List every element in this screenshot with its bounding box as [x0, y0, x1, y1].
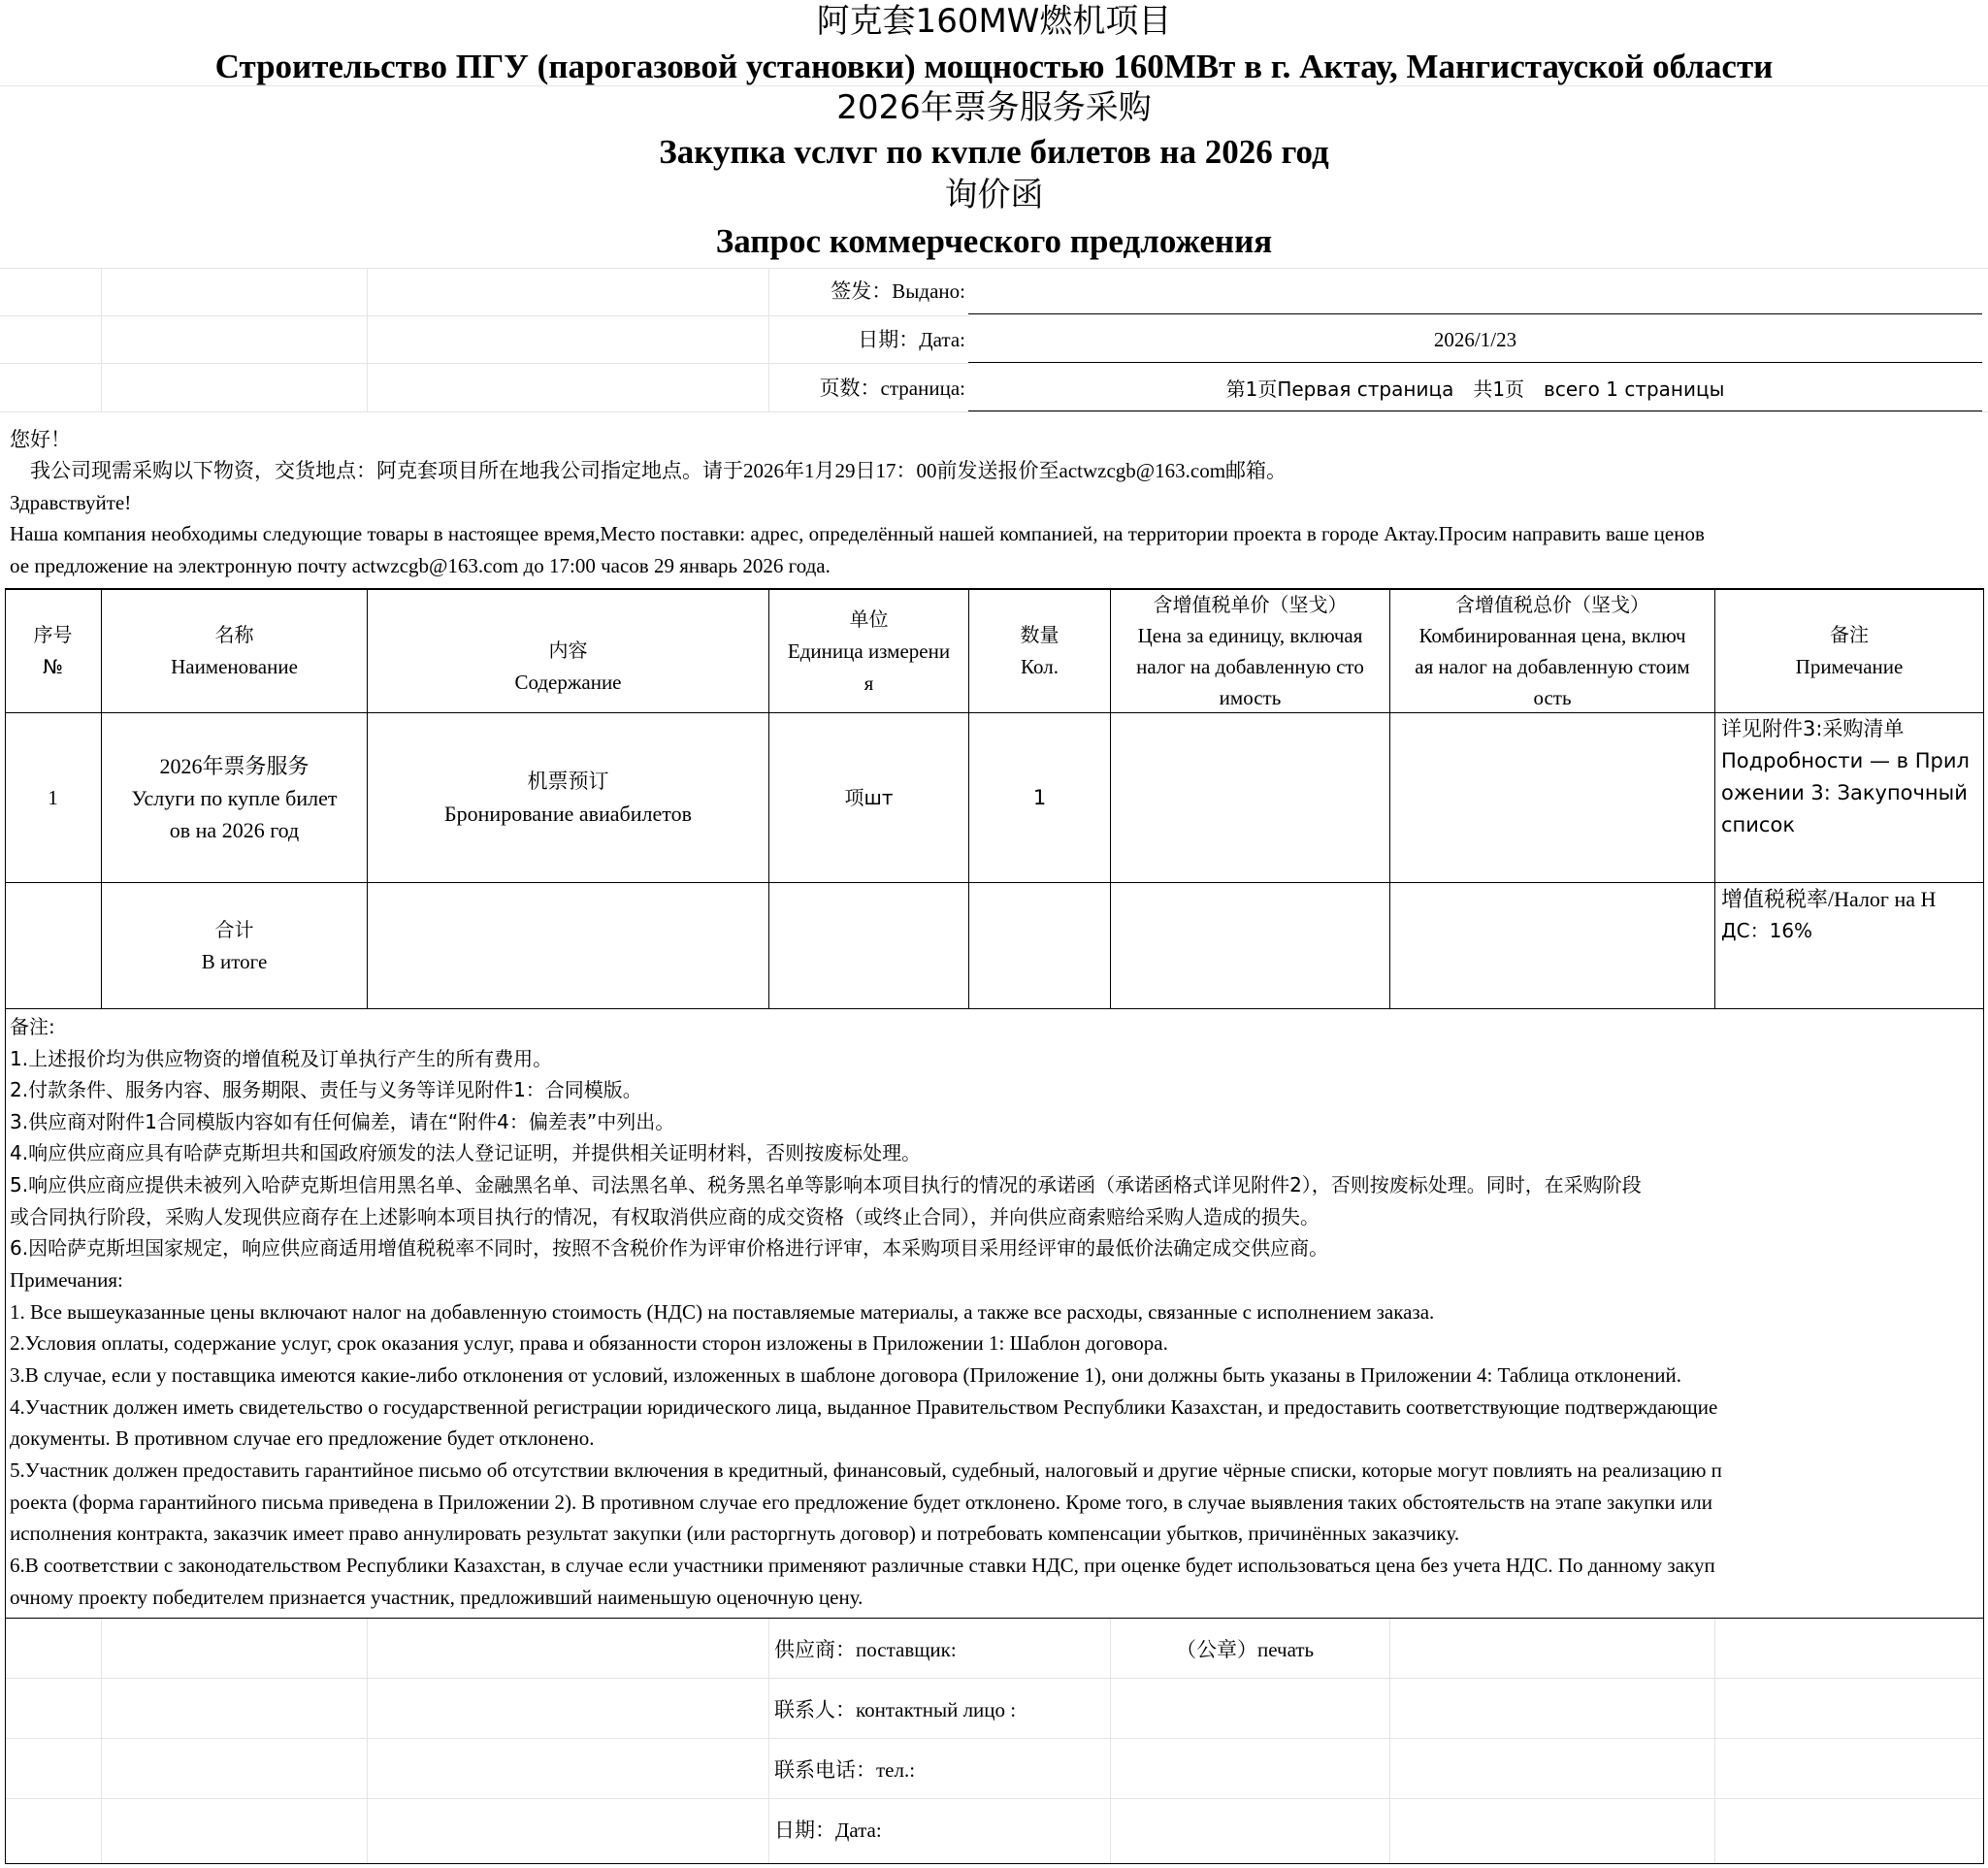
note-ru-3: 3.В случае, если у поставщика имеются какие-либо отклонения от условий, изложенных в шаблоне договора (Приложение 1), они должны быть указаны в Приложении 4: Таблица отклонений. [10, 1363, 1681, 1387]
contact-label: 联系人：контактный лицо : [774, 1698, 1017, 1721]
total-remark-line1: 增值税税率/Налог на Н [1721, 887, 1937, 911]
grid-line [1714, 1619, 1715, 1863]
header-name-cn: 名称 [214, 623, 254, 646]
grid-line [0, 363, 970, 364]
title-procurement-cn: 2026年票务服务采购 [836, 88, 1152, 127]
row1-name [102, 713, 367, 882]
header-remark-cn: 备注 [1830, 623, 1869, 646]
note-ru-5a: 5.Участник должен предоставить гарантийное письмо об отсутствии включения в кредитный, финансовый, судебный, налоговый и другие чёрные списки, которые могут повлиять на реализацию п [10, 1458, 1722, 1482]
note-cn-3: 3.供应商对附件1合同模版内容如有任何偏差，请在“附件4：偏差表”中列出。 [10, 1110, 675, 1133]
note-cn-1: 1.上述报价均为供应物资的增值税及订单执行产生的所有费用。 [10, 1047, 553, 1070]
row1-remark [1715, 713, 1983, 882]
note-cn-4: 4.响应供应商应具有哈萨克斯坦共和国政府颁发的法人登记证明，并提供相关证明材料，否则按废标处理。 [10, 1141, 922, 1164]
issued-underline [968, 313, 1982, 314]
note-cn-2: 2.付款条件、服务内容、服务期限、责任与义务等详见附件1：合同模版。 [10, 1078, 642, 1101]
header-content-cn: 内容 [548, 639, 588, 662]
header-name [102, 590, 367, 712]
title-inquiry-cn: 询价函 [944, 176, 1044, 214]
header-no [5, 590, 101, 712]
header-content-ru: Содержание [514, 671, 622, 694]
row1-remark-cn: 详见附件3:采购清单 [1721, 717, 1905, 740]
table-border [5, 1618, 1984, 1619]
row1-content [368, 713, 768, 882]
header-unit-price-ru-2: налог на добавленную сто [1136, 655, 1364, 678]
header-content [368, 621, 768, 712]
greeting-ru: Здравствуйте! [10, 491, 132, 514]
row1-qty: 1 [1032, 785, 1047, 809]
title-procurement-ru: Закупка vслvг по кvпле билетов на 2026 год [659, 133, 1329, 171]
header-unit-cn: 单位 [849, 606, 889, 631]
total-remark [1715, 883, 1983, 1008]
note-ru-1: 1. Все вышеуказанные цены включают налог на добавленную стоимость (НДС) на поставляемые материалы, а также все расходы, связанные с исполнением заказа. [10, 1300, 1435, 1324]
note-ru-4b: документы. В противном случае его предложение будет отклонено. [10, 1426, 595, 1450]
header-total-price [1390, 590, 1714, 712]
grid-line [0, 268, 1988, 269]
note-cn-5b: 或合同执行阶段，采购人发现供应商存在上述影响本项目执行的情况，有权取消供应商的成交资格（或终止合同），并向供应商索赔给采购人造成的损失。 [10, 1205, 1320, 1229]
row1-name-ru-2: ов на 2026 год [169, 817, 300, 842]
row1-no: 1 [48, 785, 58, 809]
row1-unit: 项шт [844, 785, 894, 809]
header-unit-ru-1: Единица измерени [787, 639, 951, 663]
header-unit-price-cn: 含增值税单价（坚戈） [1153, 593, 1348, 616]
page-underline [968, 410, 1982, 411]
note-cn-5a: 5.响应供应商应提供未被列入哈萨克斯坦信用黑名单、金融黑名单、司法黑名单、税务黑名单等影响本项目执行的情况的承诺函（承诺函格式详见附件2），否则按废标处理。同时，在采购阶段 [10, 1173, 1642, 1196]
grid-line [0, 411, 1988, 412]
header-unit-price-ru-3: имость [1219, 686, 1282, 709]
header-total-price-cn: 含增值税总价（坚戈） [1455, 593, 1649, 616]
header-name-ru: Наименование [171, 655, 298, 678]
page-label: 页数：страница: [819, 377, 965, 400]
header-remark-ru: Примечание [1795, 655, 1904, 678]
intro-body-ru-1: Наша компания необходимы следующие товары в настоящее время,Место поставки: адрес, определённый нашей компанией, на территории проекта в городе Актау.Просим направить ваше ценов [10, 522, 1705, 545]
row1-unit-price[interactable] [1111, 713, 1389, 882]
grid-line [0, 315, 970, 316]
grid-line [6, 1798, 1983, 1799]
note-ru-5b: роекта (форма гарантийного письма приведена в Приложении 2). В противном случае его предложение будет отклонено. Кроме того, в случае выявления таких обстоятельств на этапе закупки или [10, 1491, 1712, 1514]
note-ru-4a: 4.Участник должен иметь свидетельство о государственной регистрации юридического лица, выданное Правительством Республики Казахстан, и предоставить соответствующие подтверждающие [10, 1395, 1718, 1419]
date-value: 2026/1/23 [1433, 328, 1517, 351]
date-underline [968, 362, 1982, 363]
header-qty-ru: Кол. [1021, 655, 1059, 678]
header-qty-cn: 数量 [1020, 623, 1059, 646]
grid-line [1110, 1619, 1111, 1863]
grid-line [101, 268, 102, 411]
phone-label: 联系电话：тел.: [774, 1758, 916, 1782]
greeting-cn: 您好！ [10, 428, 71, 451]
intro-body-cn: 我公司现需采购以下物资，交货地点：阿克套项目所在地我公司指定地点。请于2026年1月29日17：00前发送报价至actwzcgb@163.com邮箱。 [10, 459, 1287, 482]
title-inquiry-ru: Запрос коммерческого предложения [715, 222, 1273, 260]
row1-remark-ru-1: Подробности — в Прил [1721, 749, 1970, 772]
header-unit-price [1111, 590, 1389, 712]
row1-name-cn: 2026年票务服务 [159, 753, 310, 778]
header-no-ru: № [43, 655, 63, 678]
supplier-label: 供应商：поставщик: [774, 1638, 957, 1661]
row1-content-cn: 机票预订 [527, 770, 609, 793]
table-border [5, 1008, 1984, 1009]
row1-content-ru: Бронирование авиабилетов [444, 802, 692, 826]
note-ru-5c: исполнения контракта, заказчик имеет право аннулировать результат закупки (или расторгнуть договор) и потребовать компенсации убытков, причинённых заказчику. [10, 1522, 1460, 1545]
header-unit-price-ru-1: Цена за единицу, включая [1137, 624, 1363, 647]
row1-remark-ru-3: список [1721, 813, 1796, 836]
sign-date-label: 日期：Дата: [774, 1819, 882, 1842]
table-border [1983, 588, 1984, 1864]
date-label: 日期：Дата: [858, 328, 965, 351]
header-unit [769, 590, 968, 712]
header-remark [1715, 590, 1983, 712]
notes-title-ru: Примечания: [10, 1268, 123, 1292]
grid-line [367, 268, 368, 411]
note-ru-2: 2.Условия оплаты, содержание услуг, срок оказания услуг, права и обязанности сторон изложены в Приложении 1: Шаблон договора. [10, 1331, 1168, 1355]
grid-line [6, 1678, 1983, 1679]
total-remark-line2: ДС：16% [1721, 919, 1813, 942]
grid-line [768, 1619, 769, 1863]
header-no-cn: 序号 [33, 623, 73, 646]
header-total-price-ru-1: Комбинированная цена, включ [1418, 624, 1686, 647]
grid-line [1389, 1619, 1390, 1863]
note-cn-6: 6.因哈萨克斯坦国家规定，响应供应商适用增值税税率不同时，按照不含税价作为评审价格进行评审，本采购项目采用经评审的最低价法确定成交供应商。 [10, 1236, 1329, 1260]
grid-line [367, 1619, 368, 1863]
row1-name-ru-1: Услуги по купле билет [131, 785, 338, 810]
grid-line [6, 1738, 1983, 1739]
row1-remark-ru-2: ожении 3: Закупочный [1721, 781, 1968, 804]
row1-total-price[interactable] [1390, 713, 1714, 882]
total-label-ru: В итоге [201, 949, 268, 973]
total-label-cn: 合计 [214, 917, 254, 941]
title-project-cn: 阿克套160MW燃机项目 [816, 2, 1172, 41]
header-unit-ru-2: я [864, 671, 874, 695]
header-qty [969, 590, 1110, 712]
intro-body-ru-2: ое предложение на электронную почту actwzcgb@163.com до 17:00 часов 29 январь 2026 года. [10, 554, 831, 577]
page-value: 第1页Первая страница 共1页 всего 1 страницы [1225, 377, 1725, 401]
notes-title-cn: 备注: [10, 1015, 55, 1038]
header-total-price-ru-3: ость [1533, 686, 1572, 709]
note-ru-6a: 6.В соответствии с законодательством Республики Казахстан, в случае если участники применяют различные ставки НДС, при оценке будет использоваться цена без учета НДС. По данному закуп [10, 1554, 1715, 1577]
grid-line [101, 1619, 102, 1863]
total-label [102, 883, 367, 1008]
note-ru-6b: очному проекту победителем признается участник, предложивший наименьшую оценочную цену. [10, 1586, 864, 1609]
seal-label: （公章）печать [1176, 1638, 1315, 1661]
header-total-price-ru-2: ая налог на добавленную стоим [1415, 655, 1690, 678]
table-border [5, 1863, 1984, 1864]
title-project-ru: Строительство ПГУ (парогазовой установки) мощностью 160МВт в г. Актау, Мангистауской области [214, 48, 1774, 85]
issued-label: 签发：Выдано: [831, 279, 965, 303]
